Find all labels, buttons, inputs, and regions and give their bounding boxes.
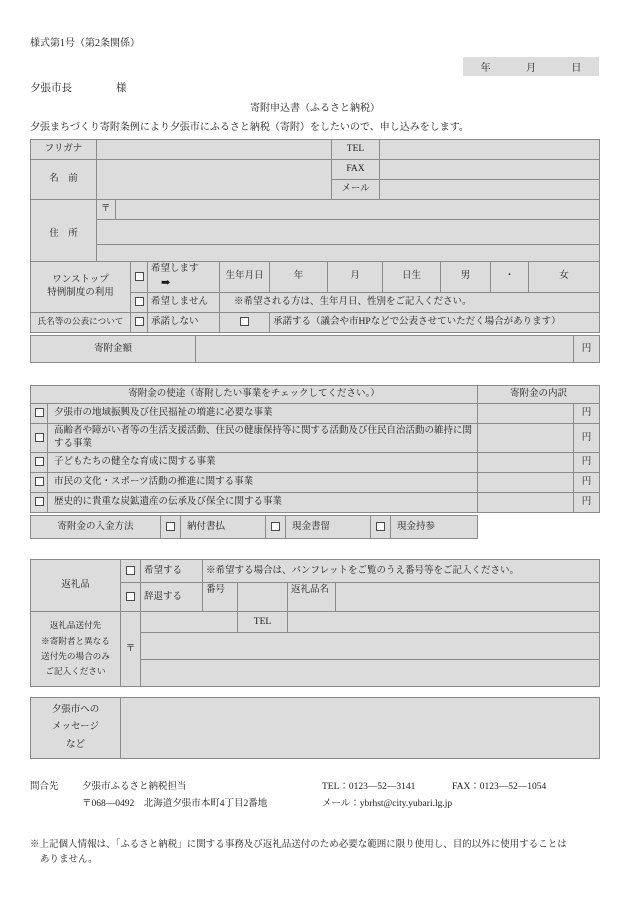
purpose-checkbox-1[interactable] [31,404,48,424]
purpose-header-main: 寄附金の使途（寄附したい事業をチェックしてください。） [31,386,478,404]
purpose-amount-4[interactable] [477,473,573,493]
gift-label: 返礼品 [31,560,121,612]
payment-row [31,516,478,539]
date-month-label: 月 [525,63,536,74]
gender-separator: ・ [491,262,529,293]
payment-option-1: 納付書払 [181,516,266,539]
furigana-label: フリガナ [31,140,97,160]
onestop-section [30,261,600,333]
gift-address-input-line2[interactable] [141,660,600,687]
gift-tel-label: TEL [238,612,288,633]
privacy-line-1: ※上記個人情報は、「ふるさと納税」に関する事務及び返礼品送付のため必要な範囲に限り使用し、目的以外に使用することは [30,840,567,850]
checkbox-icon [135,317,144,326]
addressee [30,80,127,95]
address-row-postal [31,200,600,220]
postal-code-input[interactable] [115,200,215,219]
onestop-yes-label: 希望します ➡ [148,262,220,293]
gift-yes-row [31,560,600,583]
contact-department: 夕張市ふるさと納税担当 [82,782,187,792]
amount-input[interactable] [196,336,574,363]
gift-no-checkbox[interactable] [121,583,141,612]
form-number: 様式第1号（第2条関係） [30,38,140,49]
applicant-section [30,139,600,270]
date-day-label: 日 [571,63,582,74]
gift-postal-symbol: 〒 [121,612,141,687]
purpose-row-3 [31,453,600,473]
birth-year-input[interactable]: 年 [270,262,328,293]
address-row-line1 [31,220,600,245]
contact-info [30,779,600,812]
date-year-label: 年 [480,63,491,74]
payment-checkbox-2[interactable] [266,516,286,539]
name-row [31,160,600,180]
onestop-no-label: 希望しません [148,292,220,312]
tel-label: TEL [332,140,380,160]
onestop-note: ※希望される方は、生年月日、性別をご記入ください。 [220,292,600,312]
contact-row-1 [30,779,600,796]
disclosure-no-label: 承諾しない [148,312,220,332]
payment-option-2: 現金書留 [286,516,371,539]
birth-day-input[interactable]: 日生 [383,262,441,293]
purpose-amount-1[interactable] [477,404,573,424]
checkbox-icon [126,566,135,575]
contact-label: 問合先 [30,782,59,792]
gender-male[interactable]: 男 [441,262,491,293]
purpose-unit-1: 円 [573,404,599,424]
contact-tel: TEL：0123—52—3141 [322,782,416,792]
fax-input[interactable] [380,160,600,180]
purpose-item-4: 市民の文化・スポーツ活動の推進に関する事業 [48,473,478,493]
onestop-no-checkbox[interactable] [131,292,148,312]
fax-label: FAX [332,160,380,180]
payment-option-3: 現金持参 [391,516,478,539]
purpose-item-2: 高齢者や障がい者等の生活支援活動、住民の健康保持等に関する活動及び住民自治活動の維持に関する事業 [48,424,478,453]
birthdate-label: 生年月日 [220,262,270,293]
purpose-row-5 [31,493,600,513]
name-label: 名 前 [31,160,97,200]
furigana-input[interactable] [97,140,332,160]
purpose-amount-5[interactable] [477,493,573,513]
checkbox-icon [35,408,44,417]
mail-input[interactable] [380,180,600,200]
checkbox-icon [35,433,44,442]
gift-number-label: 番号 [203,583,238,612]
disclosure-yes-checkbox[interactable] [220,312,270,332]
privacy-line-2: ありません。 [40,855,98,866]
purpose-item-3: 子どもたちの健全な育成に関する事業 [48,453,478,473]
purpose-unit-3: 円 [573,453,599,473]
purpose-header-row [31,386,600,404]
amount-label: 寄附金額 [31,336,196,363]
page-title: 寄附申込書（ふるさと納税） [250,103,380,114]
furigana-row [31,140,600,160]
onestop-label: ワンストップ 特例制度の利用 [31,262,131,313]
contact-spacer [30,796,82,813]
payment-checkbox-1[interactable] [161,516,181,539]
address-label: 住 所 [31,200,97,270]
birth-month-input[interactable]: 月 [328,262,383,293]
gift-yes-label: 希望する [141,560,203,583]
message-input[interactable] [121,698,600,759]
arrow-icon: ➡ [161,276,171,289]
onestop-yes-checkbox[interactable] [131,262,148,293]
purpose-checkbox-2[interactable] [31,424,48,453]
checkbox-icon [376,522,385,531]
message-section [30,697,600,759]
addressee-honorific: 様 [116,83,127,94]
checkbox-icon [271,522,280,531]
address-input-line1[interactable] [97,220,600,245]
checkbox-icon [126,592,135,601]
purpose-checkbox-5[interactable] [31,493,48,513]
addressee-name: 夕張市長 [30,83,72,94]
purpose-section [30,385,600,513]
purpose-unit-5: 円 [573,493,599,513]
checkbox-icon [135,272,144,281]
purpose-amount-2[interactable] [477,424,573,453]
purpose-checkbox-3[interactable] [31,453,48,473]
contact-fax: FAX：0123—52—1054 [452,782,547,792]
gift-postal-code-input[interactable] [141,612,238,633]
contact-row-2 [30,796,600,813]
contact-postal-address: 〒068—0492 北海道夕張市本町4丁目2番地 [82,798,268,809]
gift-no-label: 辞退する [141,583,203,612]
purpose-row-2 [31,424,600,453]
payment-section [30,515,478,539]
purpose-row-1 [31,404,600,424]
disclosure-row [31,312,600,332]
checkbox-icon [166,522,175,531]
payment-checkbox-3[interactable] [371,516,391,539]
purpose-unit-2: 円 [573,424,599,453]
checkbox-icon [35,477,44,486]
disclosure-label: 氏名等の公表について [31,312,131,332]
gift-yes-checkbox[interactable] [121,560,141,583]
purpose-amount-3[interactable] [477,453,573,473]
intro-text: 夕張まちづくり寄附条例により夕張市にふるさと納税（寄附）をしたいので、申し込みをします。 [30,122,469,133]
payment-label: 寄附金の入金方法 [31,516,161,539]
purpose-checkbox-4[interactable] [31,473,48,493]
gift-note: ※希望する場合は、パンフレットをご覧のうえ番号等をご記入ください。 [203,560,600,583]
disclosure-no-checkbox[interactable] [131,312,148,332]
gift-name-label: 返礼品名 [288,583,336,612]
gift-address-input-line1[interactable] [141,633,600,660]
date-field[interactable] [463,57,599,76]
purpose-header-breakdown: 寄附金の内訳 [477,386,599,404]
message-label: 夕張市への メッセージ など [31,698,121,759]
onestop-yes-row [31,262,600,293]
tel-input[interactable] [380,140,600,160]
postal-spacer [215,200,599,219]
gift-section [30,559,600,687]
gift-name-input[interactable] [336,583,600,612]
checkbox-icon [135,297,144,306]
purpose-item-5: 歴史的に貴重な炭鉱遺産の伝承及び保全に関する事業 [48,493,478,513]
name-input[interactable] [97,160,332,200]
gift-tel-input[interactable] [288,612,600,633]
gift-shipping-postal-row [31,612,600,633]
purpose-item-1: 夕張市の地域振興及び住民福祉の増進に必要な事業 [48,404,478,424]
checkbox-icon [35,457,44,466]
contact-mail: メール：ybrhst@city.yubari.lg.jp [322,798,453,809]
checkbox-icon [240,317,249,326]
purpose-row-4 [31,473,600,493]
amount-section [30,335,600,363]
purpose-unit-4: 円 [573,473,599,493]
checkbox-icon [35,497,44,506]
postal-row [97,200,600,220]
message-row [31,698,600,759]
mail-label: メール [332,180,380,200]
amount-unit: 円 [574,336,600,363]
disclosure-yes-label: 承諾する（議会や市HPなどで公表させていただく場合があります） [270,312,600,332]
gift-shipping-label: 返礼品送付先 ※寄附者と異なる 送付先の場合のみ ご記入ください [31,612,121,687]
postal-symbol: 〒 [97,200,115,219]
gender-female[interactable]: 女 [529,262,600,293]
privacy-notice [30,838,602,868]
amount-row [31,336,600,363]
gift-number-input[interactable] [238,583,288,612]
